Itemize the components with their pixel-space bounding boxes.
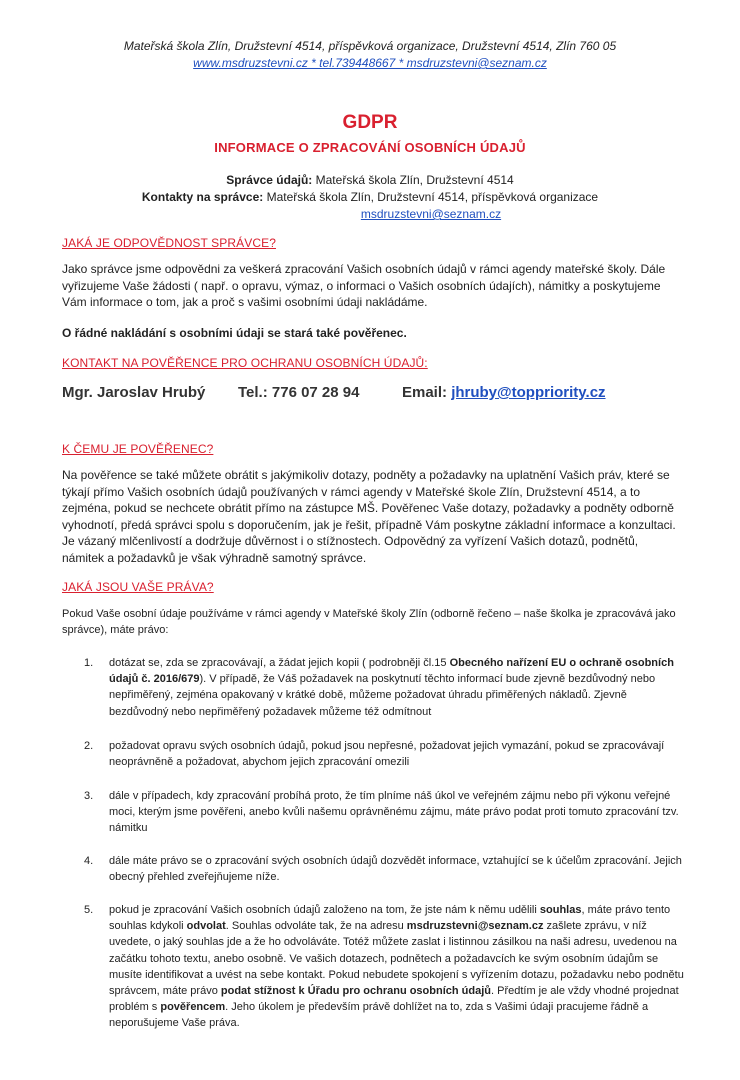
controller-info [0,172,740,223]
paragraph-rights-intro: Pokud Vaše osobní údaje používáme v rámci agendy v Mateřské školy Zlín (odborně řečeno – naše školka je zpracovává jako správce), máte právo: [62,608,676,637]
list-item-text: dále máte právo se o zpracování svých osobních údajů dozvědět informace, vztahující se k účelům zpracování. Jejich obecný přehled zveřejňujeme níže. [109,855,682,884]
officer-name: Mgr. Jaroslav Hrubý [62,384,206,401]
list-item-number: 2. [84,740,94,752]
officer-email [402,384,606,401]
section-heading-contact: KONTAKT NA POVĚŘENCE PRO OCHRANU OSOBNÍCH ÚDAJŮ: [62,356,428,370]
document-title: GDPR [342,112,398,133]
section-heading-rights: JAKÁ JSOU VAŠE PRÁVA? [62,580,214,594]
letterhead-contacts-link[interactable]: www.msdruzstevni.cz * tel.739448667 * msdruzstevni@seznam.cz [193,56,547,70]
document-subtitle: INFORMACE O ZPRACOVÁNÍ OSOBNÍCH ÚDAJŮ [214,140,526,155]
controller-contacts-label: Kontakty na správce: [141,190,264,204]
list-item-text: požadovat opravu svých osobních údajů, pokud jsou nepřesné, požadovat jejich vymazání, pokud se zpracovávají neoprávněně a požadovat, abychom jejich zpracování omezili [109,740,665,769]
list-item-number: 5. [84,904,94,916]
officer-contact-line [62,384,682,401]
list-item-text: dotázat se, zda se zpracovávají, a žádat jejich kopii ( podrobněji čl.15 Obecného nařízení EU o ochraně osobních údajů č. 2016/679). V případě, že Váš požadavek na poskytnutí těchto informací bude zjevně bezdůvodný nebo nepřiměřený, zejména opakovaný v krátké době, můžeme požadovat úhradu přiměřených nákladů. Zjevně bezdůvodný nebo nepřiměřený požadavek můžeme též odmítnout [109,657,674,718]
officer-email-link[interactable]: jhruby@toppriority.cz [451,384,606,401]
paragraph-officer-role: Na pověřence se také můžete obrátit s jakýmikoliv dotazy, podněty a požadavky na uplatnění Vašich práv, které se týkají přímo Vašich osobních údajů používaných v rámci agendy v Mateřské škole Zlín, Družstevní 4514, a to zejména, pokud se nechcete obrátit přímo na zástupce MŠ. Pověřenec Vaše dotazy, požadavky a podněty odborně vyhodnotí, předá správci spolu s doporučením, jak je řešit, případně Vám poskytne základní informace a konzultaci. Je vázaný mlčenlivostí a dodržuje důvěrnost i o stížnostech. Odpovědný za vyřízení Vašich dotazů, podnětů, námitek a požadavků je však výhradně samotný správce. [62,468,676,565]
list-item-number: 1. [84,657,94,669]
controller-label: Správce údajů: [226,173,313,187]
list-item-number: 3. [84,790,94,802]
letterhead [0,38,740,72]
withdrawal-email: msdruzstevni@seznam.cz [406,920,544,933]
letterhead-address: Mateřská škola Zlín, Družstevní 4514, příspěvková organizace, Družstevní 4514, Zlín 760 05 [123,39,617,53]
section-heading-officer-role: K ČEMU JE POVĚŘENEC? [62,442,214,456]
officer-phone: Tel.: 776 07 28 94 [238,384,360,401]
paragraph-responsibility: Jako správce jsme odpovědni za veškerá zpracování Vašich osobních údajů v rámci agendy mateřské školy. Dále vyřizujeme Vaše žádosti ( např. o opravu, výmaz, o informaci o Vašich osobních údajích), námitky a poskytujeme Vám informace o tom, jak a proč s vašimi osobními údaji nakládáme. [62,262,666,309]
gdpr-regulation-reference: Obecného nařízení EU o ochraně osobních údajů č. 2016/679 [109,657,674,686]
controller-contacts-value: Mateřská škola Zlín, Družstevní 4514, příspěvková organizace [266,190,599,204]
list-item-text: pokud je zpracování Vašich osobních údajů založeno na tom, že jste nám k němu udělili souhlas, máte právo tento souhlas kdykoli odvolat. Souhlas odvoláte tak, že na adresu msdruzstevni@seznam.cz zašlete zprávu, v níž uvedete, o jaký souhlas jde a že ho odvoláváte. Totéž můžete zaslat i listinnou zásilkou na naši adresu, uvedenou na začátku tohoto textu, anebo osobně. Ve vašich dotazech, podnětech a požadavcích ke svým osobním údajům se musíte identifikovat a uvést na sebe kontakt. Pokud nebudete spokojení s vyřízením dotazu, požadavku nebo podnětu správcem, máte právo podat stížnost k Úřadu pro ochranu osobních údajů. Předtím je ale vždy vhodné projednat problém s pověřencem. Jeho úkolem je především právě dohlížet na to, zda s Vašimi údaji pracujeme řádně a neporušujeme Vaše práva. [109,904,684,1030]
officer-email-label: Email: [402,384,448,401]
list-item-text: dále v případech, kdy zpracování probíhá proto, že tím plníme náš úkol ve veřejném zájmu nebo při výkonu veřejné moci, kterým jsme pověřeni, anebo kvůli našemu oprávněnému zájmu, máte právo podat proti tomuto zpracování tzv. námitku [109,790,679,835]
controller-value: Mateřská škola Zlín, Družstevní 4514 [315,173,514,187]
section-heading-responsibility: JAKÁ JE ODPOVĚDNOST SPRÁVCE? [62,236,276,250]
paragraph-officer-note: O řádné nakládání s osobními údaji se stará také pověřenec. [62,326,407,340]
list-item-number: 4. [84,855,94,867]
controller-email-link[interactable]: msdruzstevni@seznam.cz [360,207,502,221]
